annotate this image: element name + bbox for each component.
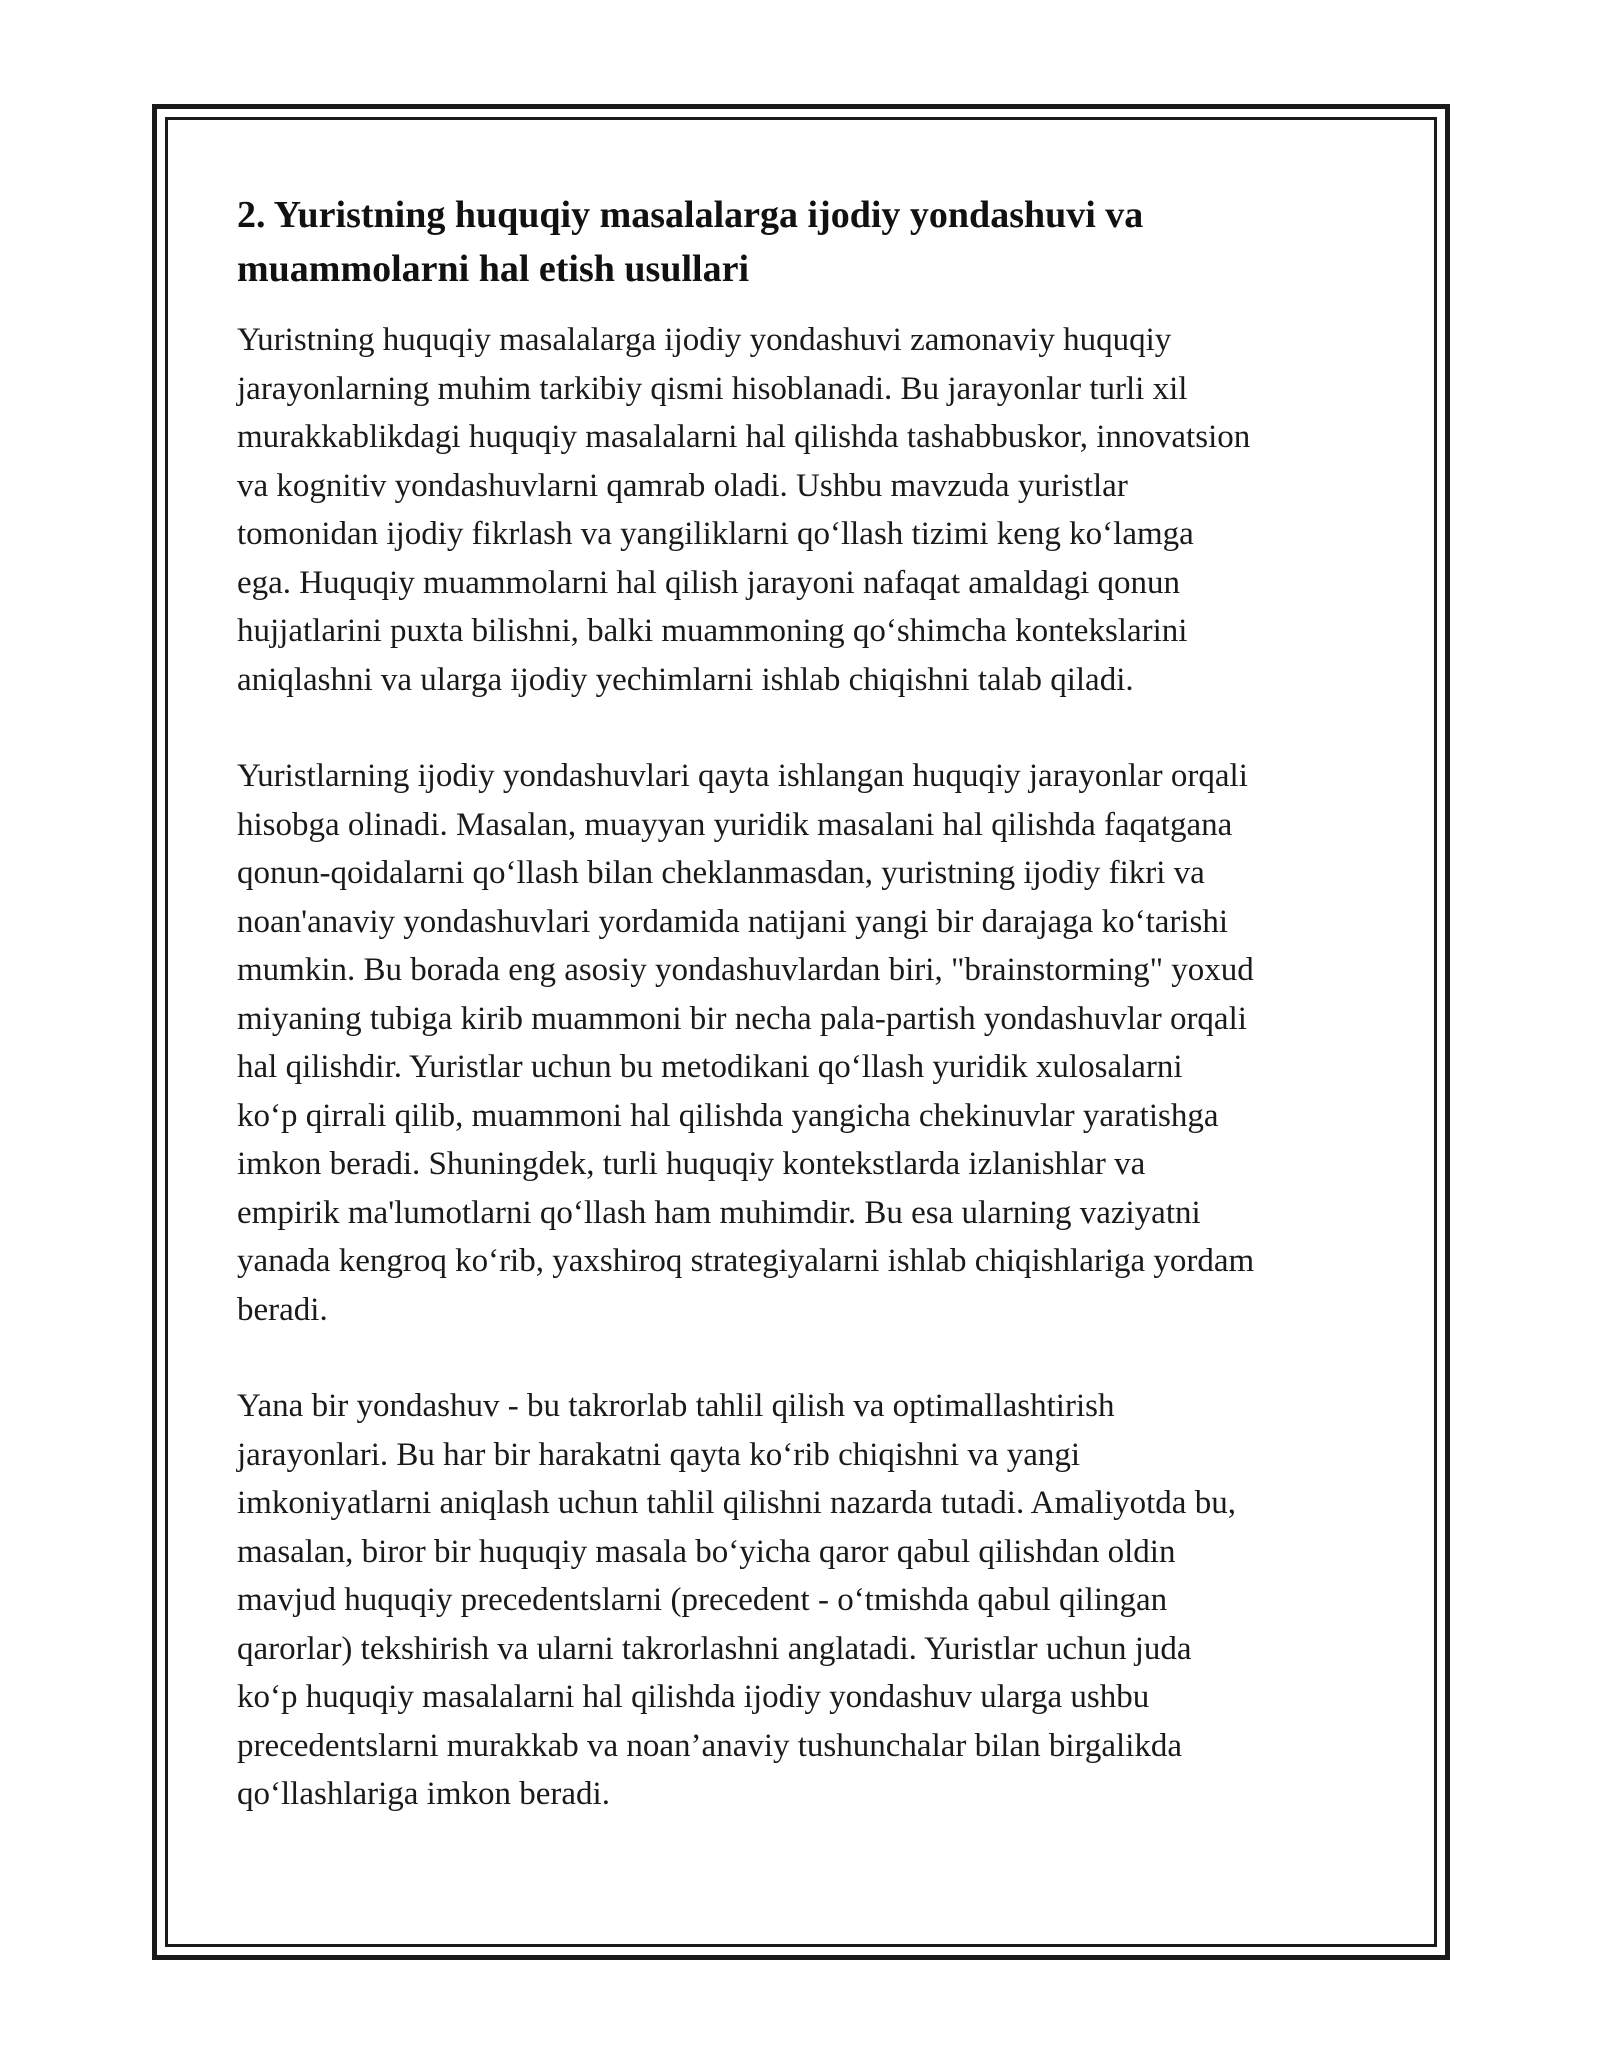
- text-line: noan'anaviy yondashuvlari yordamida natijani yangi bir darajaga ko‘tarishi: [237, 903, 1229, 940]
- text-line: imkoniyatlarni aniqlash uchun tahlil qilishni nazarda tutadi. Amaliyotda bu,: [237, 1485, 1236, 1521]
- text-line: precedentslarni murakkab va noan’anaviy tushunchalar bilan birgalikda: [237, 1727, 1183, 1764]
- section-title-line: muammolarni hal etish usullari: [237, 248, 749, 290]
- text-line: yanada kengroq ko‘rib, yaxshiroq strategiyalarni ishlab chiqishlariga yordam: [237, 1243, 1255, 1279]
- text-line: jarayonlari. Bu har bir harakatni qayta ko‘rib chiqishni va yangi: [237, 1436, 1081, 1473]
- text-line: empirik ma'lumotlarni qo‘llash ham muhimdir. Bu esa ularning vaziyatni: [237, 1194, 1201, 1231]
- text-line: Yuristlarning ijodiy yondashuvlari qayta ishlangan huquqiy jarayonlar orqali: [237, 758, 1248, 794]
- text-line: mavjud huquqiy precedentslarni (precedent - o‘tmishda qabul qilingan: [237, 1582, 1168, 1618]
- section-title-line: 2. Yuristning huquqiy masalalarga ijodiy yondashuvi va: [237, 194, 1144, 236]
- paragraph-3: [237, 1382, 1377, 1819]
- text-line: hujjatlarini puxta bilishni, balki muammoning qo‘shimcha kontekslarini: [237, 613, 1188, 649]
- paragraph-2: [237, 752, 1377, 1334]
- text-line: va kognitiv yondashuvlarni qamrab oladi. Ushbu mavzuda yuristlar: [237, 467, 1128, 504]
- text-line: aniqlashni va ularga ijodiy yechimlarni ishlab chiqishni talab qiladi.: [237, 661, 1134, 698]
- section-title: [237, 188, 1377, 296]
- text-line: imkon beradi. Shuningdek, turli huquqiy kontekstlarda izlanishlar va: [237, 1146, 1146, 1182]
- document-content: [237, 188, 1377, 1867]
- text-line: qarorlar) tekshirish va ularni takrorlashni anglatadi. Yuristlar uchun juda: [237, 1630, 1192, 1667]
- text-line: qo‘llashlariga imkon beradi.: [237, 1776, 610, 1812]
- text-line: Yuristning huquqiy masalalarga ijodiy yondashuvi zamonaviy huquqiy: [237, 322, 1172, 358]
- text-line: hisobga olinadi. Masalan, muayyan yuridik masalani hal qilishda faqatgana: [237, 806, 1233, 843]
- text-line: jarayonlarning muhim tarkibiy qismi hisoblanadi. Bu jarayonlar turli xil: [237, 370, 1188, 407]
- paragraph-1: [237, 316, 1377, 704]
- text-line: masalan, biror bir huquqiy masala bo‘yicha qaror qabul qilishdan oldin: [237, 1533, 1176, 1570]
- text-line: ko‘p huquqiy masalalarni hal qilishda ijodiy yondashuv ularga ushbu: [237, 1679, 1150, 1715]
- text-line: qonun-qoidalarni qo‘llash bilan cheklanmasdan, yuristning ijodiy fikri va: [237, 855, 1205, 891]
- text-line: mumkin. Bu borada eng asosiy yondashuvlardan biri, "brainstorming" yoxud: [237, 952, 1254, 988]
- text-line: beradi.: [237, 1291, 328, 1328]
- text-line: murakkablikdagi huquqiy masalalarni hal qilishda tashabbuskor, innovatsion: [237, 419, 1251, 455]
- text-line: ega. Huquqiy muammolarni hal qilish jarayoni nafaqat amaldagi qonun: [237, 564, 1180, 601]
- text-line: hal qilishdir. Yuristlar uchun bu metodikani qo‘llash yuridik xulosalarni: [237, 1049, 1183, 1085]
- text-line: Yana bir yondashuv - bu takrorlab tahlil qilish va optimallashtirish: [237, 1388, 1115, 1424]
- text-line: ko‘p qirrali qilib, muammoni hal qilishda yangicha chekinuvlar yaratishga: [237, 1097, 1219, 1134]
- text-line: tomonidan ijodiy fikrlash va yangiliklarni qo‘llash tizimi keng ko‘lamga: [237, 516, 1194, 552]
- text-line: miyaning tubiga kirib muammoni bir necha pala-partish yondashuvlar orqali: [237, 1000, 1247, 1037]
